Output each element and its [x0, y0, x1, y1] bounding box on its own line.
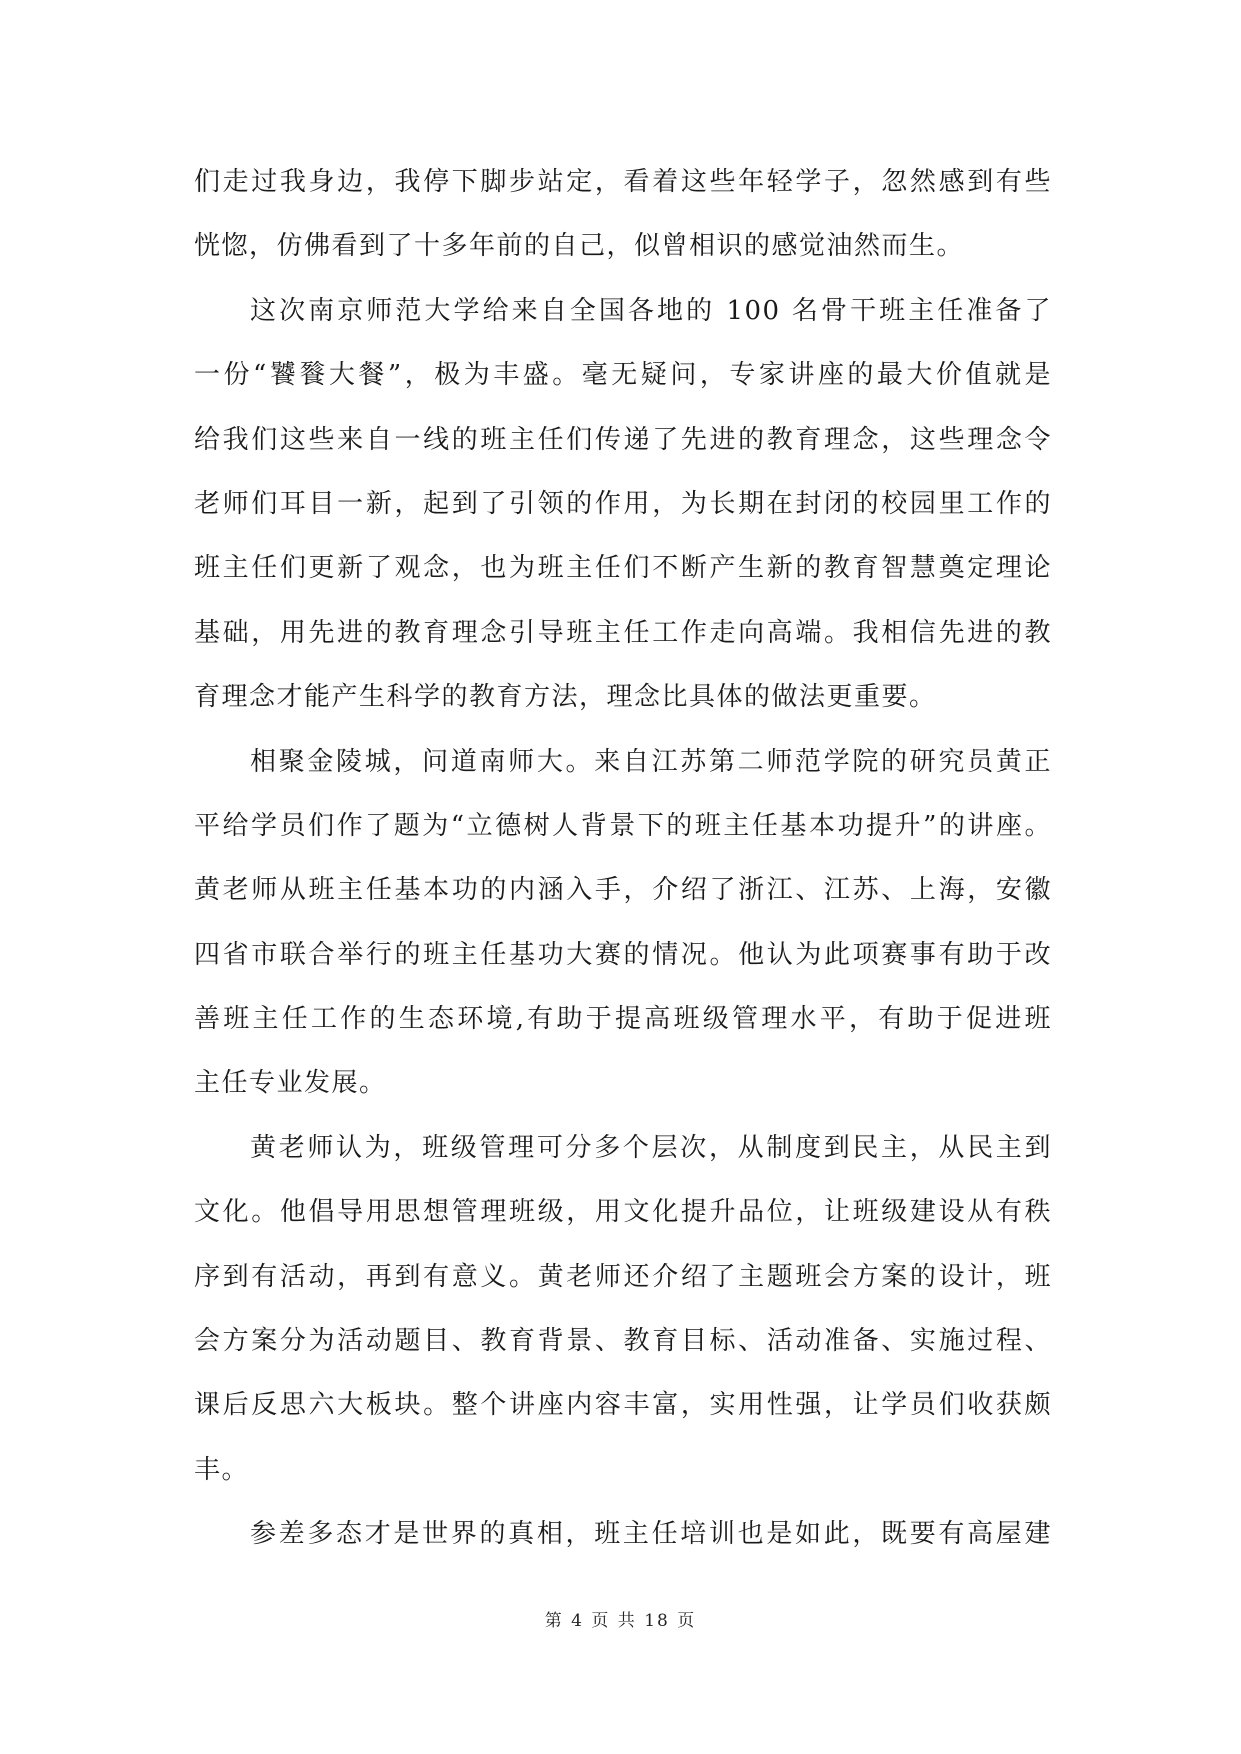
text-line: 这次南京师范大学给来自全国各地的 100 名骨干班主任准备了 [250, 295, 1052, 326]
page-number-footer: 第 4 页 共 18 页 [544, 1611, 697, 1631]
document-body [194, 150, 1052, 1567]
text-line: 相聚金陵城，问道南师大。来自江苏第二师范学院的研究员黄正 [250, 746, 1052, 777]
text-line: 参差多态才是世界的真相，班主任培训也是如此，既要有高屋建 [250, 1519, 1052, 1550]
text-line: 平给学员们作了题为“立德树人背景下的班主任基本功提升”的讲座。 [194, 810, 1052, 841]
text-line: 文化。他倡导用思想管理班级，用文化提升品位，让班级建设从有秩 [194, 1197, 1052, 1228]
text-line: 老师们耳目一新，起到了引领的作用，为长期在封闭的校园里工作的 [194, 488, 1052, 519]
text-line: 给我们这些来自一线的班主任们传递了先进的教育理念，这些理念令 [194, 424, 1052, 455]
text-line: 一份“饕餮大餐”，极为丰盛。毫无疑问，专家讲座的最大价值就是 [194, 360, 1052, 391]
text-line: 们走过我身边，我停下脚步站定，看着这些年轻学子，忽然感到有些 [194, 167, 1052, 197]
text-line: 恍惚，仿佛看到了十多年前的自己，似曾相识的感觉油然而生。 [194, 231, 965, 262]
text-line: 育理念才能产生科学的教育方法，理念比具体的做法更重要。 [194, 682, 937, 713]
text-line: 会方案分为活动题目、教育背景、教育目标、活动准备、实施过程、 [194, 1326, 1052, 1357]
text-line: 基础，用先进的教育理念引导班主任工作走向高端。我相信先进的教 [194, 617, 1052, 648]
text-line: 黄老师从班主任基本功的内涵入手，介绍了浙江、江苏、上海，安徽 [194, 875, 1052, 906]
text-line: 黄老师认为，班级管理可分多个层次，从制度到民主，从民主到 [250, 1132, 1052, 1163]
text-line: 丰。 [194, 1454, 250, 1485]
text-line: 课后反思六大板块。整个讲座内容丰富，实用性强，让学员们收获颇 [194, 1390, 1052, 1421]
text-line: 序到有活动，再到有意义。黄老师还介绍了主题班会方案的设计，班 [194, 1261, 1052, 1292]
text-line: 主任专业发展。 [194, 1068, 387, 1099]
text-line: 善班主任工作的生态环境,有助于提高班级管理水平，有助于促进班 [194, 1004, 1052, 1035]
text-line: 四省市联合举行的班主任基功大赛的情况。他认为此项赛事有助于改 [194, 939, 1052, 970]
text-line: 班主任们更新了观念，也为班主任们不断产生新的教育智慧奠定理论 [194, 553, 1052, 584]
